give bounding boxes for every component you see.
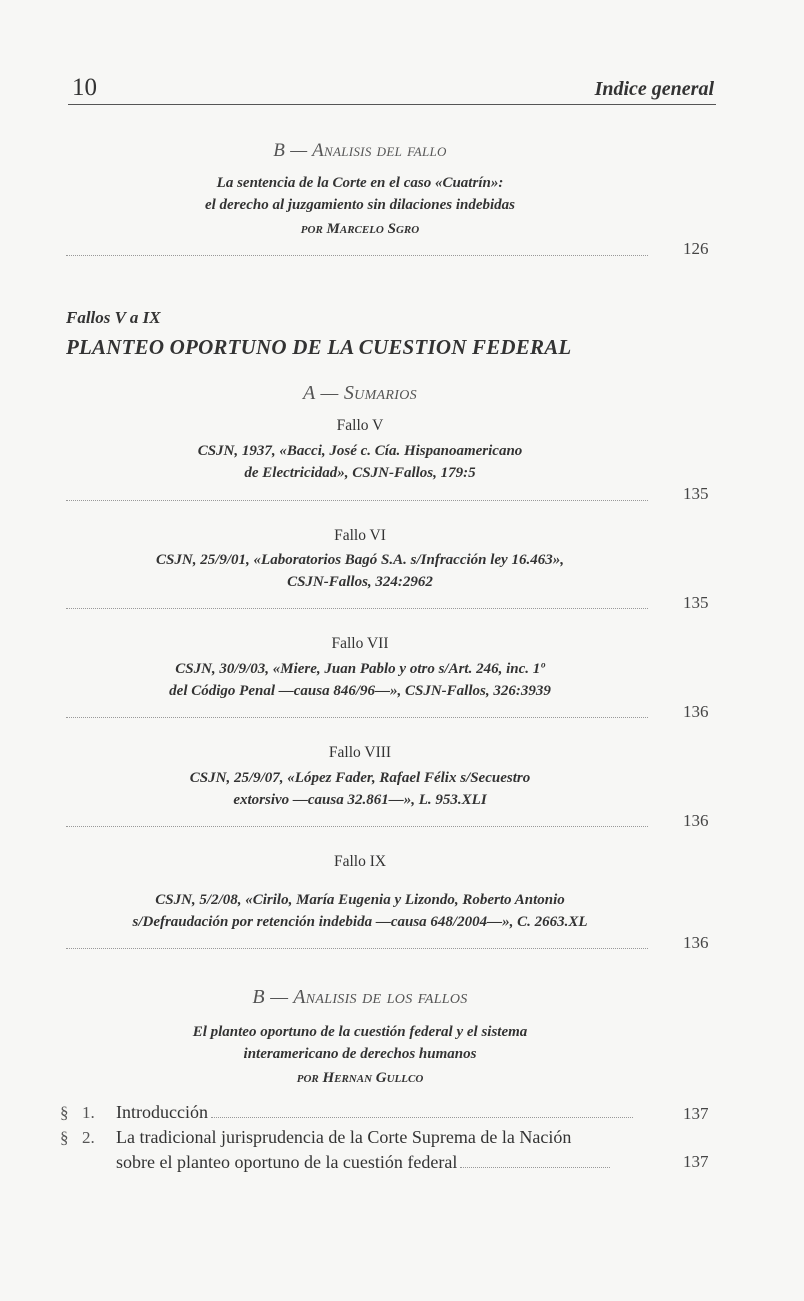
fallo-name: Fallo VII (331, 635, 389, 652)
fallo-citation-line1: CSJN, 30/9/03, «Miere, Juan Pablo y otro s/Art. 246, inc. 1º (175, 661, 545, 677)
fallo-citation-line2: de Electricidad», CSJN-Fallos, 179:5 (244, 465, 476, 481)
section-heading-analisis-del-fallo: B — Analisis del fallo (273, 140, 447, 161)
toc-entry-title-line2 (116, 1152, 610, 1173)
fallo-citation-line1: CSJN, 1937, «Bacci, José c. Cía. Hispanoamericano (197, 443, 523, 459)
author-byline: por Marcelo Sgro (300, 221, 420, 237)
fallo-citation-line2: extorsivo —causa 32.861—», L. 953.XLI (233, 792, 487, 808)
work-title-line1: El planteo oportuno de la cuestión federal y el sistema (192, 1024, 528, 1040)
page-ref: 137 (683, 1104, 709, 1123)
toc-entry-title-line1: La tradicional jurisprudencia de la Corte Suprema de la Nación (116, 1127, 572, 1147)
fallos-range-label: Fallos V a IX (66, 308, 161, 327)
section-symbol: § (60, 1103, 69, 1122)
fallo-citation-line1: CSJN, 25/9/01, «Laboratorios Bagó S.A. s/Infracción ley 16.463», (156, 552, 564, 568)
toc-entry-number: 2. (82, 1128, 95, 1147)
work-title-line2: interamericano de derechos humanos (243, 1046, 477, 1062)
toc-entry-number: 1. (82, 1103, 95, 1122)
section-heading-sumarios: A — Sumarios (303, 382, 417, 404)
dot-leader (460, 1167, 610, 1168)
fallo-name: Fallo IX (333, 853, 387, 870)
dot-leader (66, 717, 648, 718)
fallo-citation-line1: CSJN, 25/9/07, «López Fader, Rafael Félix s/Secuestro (189, 770, 531, 786)
page-number: 10 (72, 74, 97, 101)
page-ref: 137 (683, 1152, 709, 1171)
fallo-citation-line2: s/Defraudación por retención indebida —causa 648/2004—», C. 2663.XL (132, 914, 588, 930)
section-heading-analisis-de-los-fallos: B — Analisis de los fallos (252, 986, 468, 1008)
fallo-citation-line2: CSJN-Fallos, 324:2962 (287, 574, 433, 590)
header-rule (68, 104, 716, 105)
page-ref: 135 (683, 593, 709, 612)
toc-entry-text: sobre el planteo oportuno de la cuestión federal (116, 1152, 458, 1172)
toc-entry-title (116, 1102, 633, 1123)
fallo-name: Fallo V (336, 417, 384, 434)
fallo-name: Fallo VIII (328, 744, 392, 761)
dot-leader (66, 500, 648, 501)
dot-leader (211, 1117, 633, 1118)
page-ref: 136 (683, 933, 709, 952)
toc-entry-text: Introducción (116, 1102, 208, 1122)
author-byline: por Hernan Gullco (296, 1070, 424, 1086)
running-title: Indice general (594, 78, 714, 100)
fallo-name: Fallo VI (334, 527, 386, 544)
page-ref: 136 (683, 702, 709, 721)
page-ref: 126 (683, 239, 709, 258)
section-symbol: § (60, 1128, 69, 1147)
page-ref: 135 (683, 484, 709, 503)
fallo-citation-line2: del Código Penal —causa 846/96—», CSJN-Fallos, 326:3939 (169, 683, 551, 699)
page-ref: 136 (683, 811, 709, 830)
work-title-line2: el derecho al juzgamiento sin dilaciones indebidas (204, 197, 515, 213)
work-title-line1: La sentencia de la Corte en el caso «Cuatrín»: (216, 175, 504, 191)
dot-leader (66, 608, 648, 609)
chapter-title: PLANTEO OPORTUNO DE LA CUESTION FEDERAL (66, 335, 572, 359)
dot-leader (66, 255, 648, 256)
dot-leader (66, 948, 648, 949)
fallo-citation-line1: CSJN, 5/2/08, «Cirilo, María Eugenia y Lizondo, Roberto Antonio (155, 892, 565, 908)
dot-leader (66, 826, 648, 827)
